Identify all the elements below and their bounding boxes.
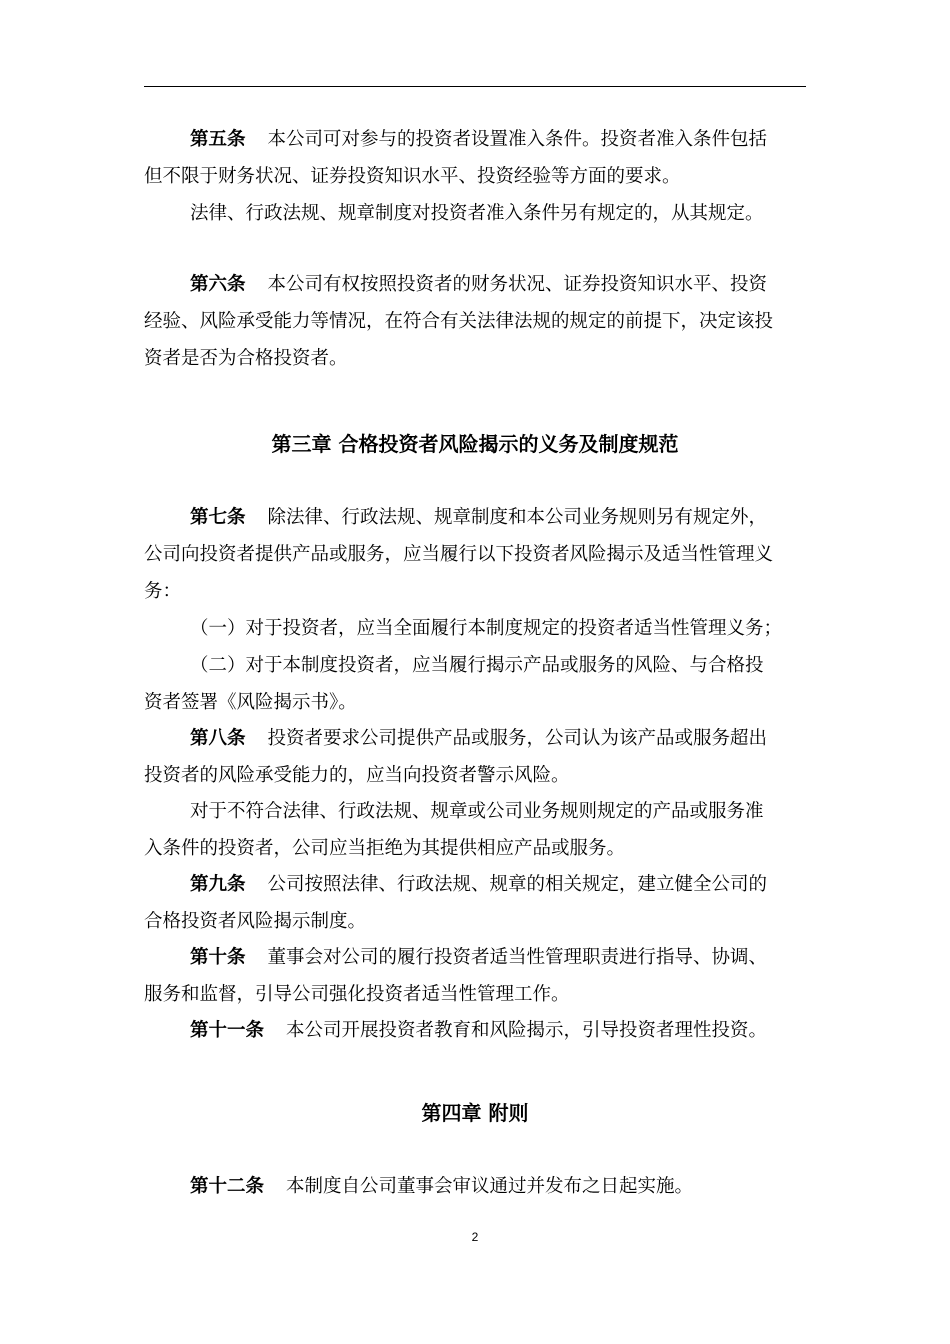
article-7-label: 第七条 <box>190 507 246 528</box>
article-9-label: 第九条 <box>190 874 246 895</box>
article-6-line-2: 经验、风险承受能力等情况，在符合有关法律法规的规定的前提下，决定该投 <box>144 311 774 332</box>
article-10-label: 第十条 <box>190 947 246 968</box>
article-11-label: 第十一条 <box>190 1020 265 1041</box>
header-rule <box>144 86 806 87</box>
article-6-line-1: 第六条 本公司有权按照投资者的财务状况、证券投资知识水平、投资 <box>190 274 768 295</box>
article-11-line-1: 第十一条 本公司开展投资者教育和风险揭示，引导投资者理性投资。 <box>190 1020 768 1041</box>
article-12-label: 第十二条 <box>190 1176 265 1197</box>
article-9-line-1: 第九条 公司按照法律、行政法规、规章的相关规定，建立健全公司的 <box>190 874 768 895</box>
article-8-line-1: 第八条 投资者要求公司提供产品或服务，公司认为该产品或服务超出 <box>190 728 768 749</box>
article-7-item-2-line-1: （二）对于本制度投资者，应当履行揭示产品或服务的风险、与合格投 <box>190 655 764 676</box>
chapter-3-heading: 第三章 合格投资者风险揭示的义务及制度规范 <box>271 432 679 456</box>
page-number: 2 <box>471 1230 479 1244</box>
article-7-item-1: （一）对于投资者，应当全面履行本制度规定的投资者适当性管理义务； <box>190 618 783 639</box>
article-5-paragraph-2: 法律、行政法规、规章制度对投资者准入条件另有规定的，从其规定。 <box>190 203 764 224</box>
article-5-label: 第五条 <box>190 129 246 150</box>
article-8-label: 第八条 <box>190 728 246 749</box>
article-9-line-2: 合格投资者风险揭示制度。 <box>144 911 367 932</box>
article-7-line-1: 第七条 除法律、行政法规、规章制度和本公司业务规则另有规定外， <box>190 507 768 528</box>
article-5-line-2: 但不限于财务状况、证券投资知识水平、投资经验等方面的要求。 <box>144 166 681 187</box>
article-8-paragraph-2-line-2: 入条件的投资者，公司应当拒绝为其提供相应产品或服务。 <box>144 838 626 859</box>
article-8-line-2: 投资者的风险承受能力的，应当向投资者警示风险。 <box>144 765 570 786</box>
article-7-line-2: 公司向投资者提供产品或服务，应当履行以下投资者风险揭示及适当性管理义 <box>144 544 774 565</box>
article-10-line-1: 第十条 董事会对公司的履行投资者适当性管理职责进行指导、协调、 <box>190 947 768 968</box>
article-8-paragraph-2-line-1: 对于不符合法律、行政法规、规章或公司业务规则规定的产品或服务准 <box>190 801 764 822</box>
article-6-line-3: 资者是否为合格投资者。 <box>144 348 348 369</box>
article-5-line-1: 第五条 本公司可对参与的投资者设置准入条件。投资者准入条件包括 <box>190 129 768 150</box>
article-10-line-2: 服务和监督，引导公司强化投资者适当性管理工作。 <box>144 984 570 1005</box>
article-7-line-3: 务： <box>144 581 182 602</box>
article-6-label: 第六条 <box>190 274 246 295</box>
article-12-line-1: 第十二条 本制度自公司董事会审议通过并发布之日起实施。 <box>190 1176 694 1197</box>
chapter-4-heading: 第四章 附则 <box>421 1101 529 1125</box>
article-7-item-2-line-2: 资者签署《风险揭示书》。 <box>144 692 357 713</box>
